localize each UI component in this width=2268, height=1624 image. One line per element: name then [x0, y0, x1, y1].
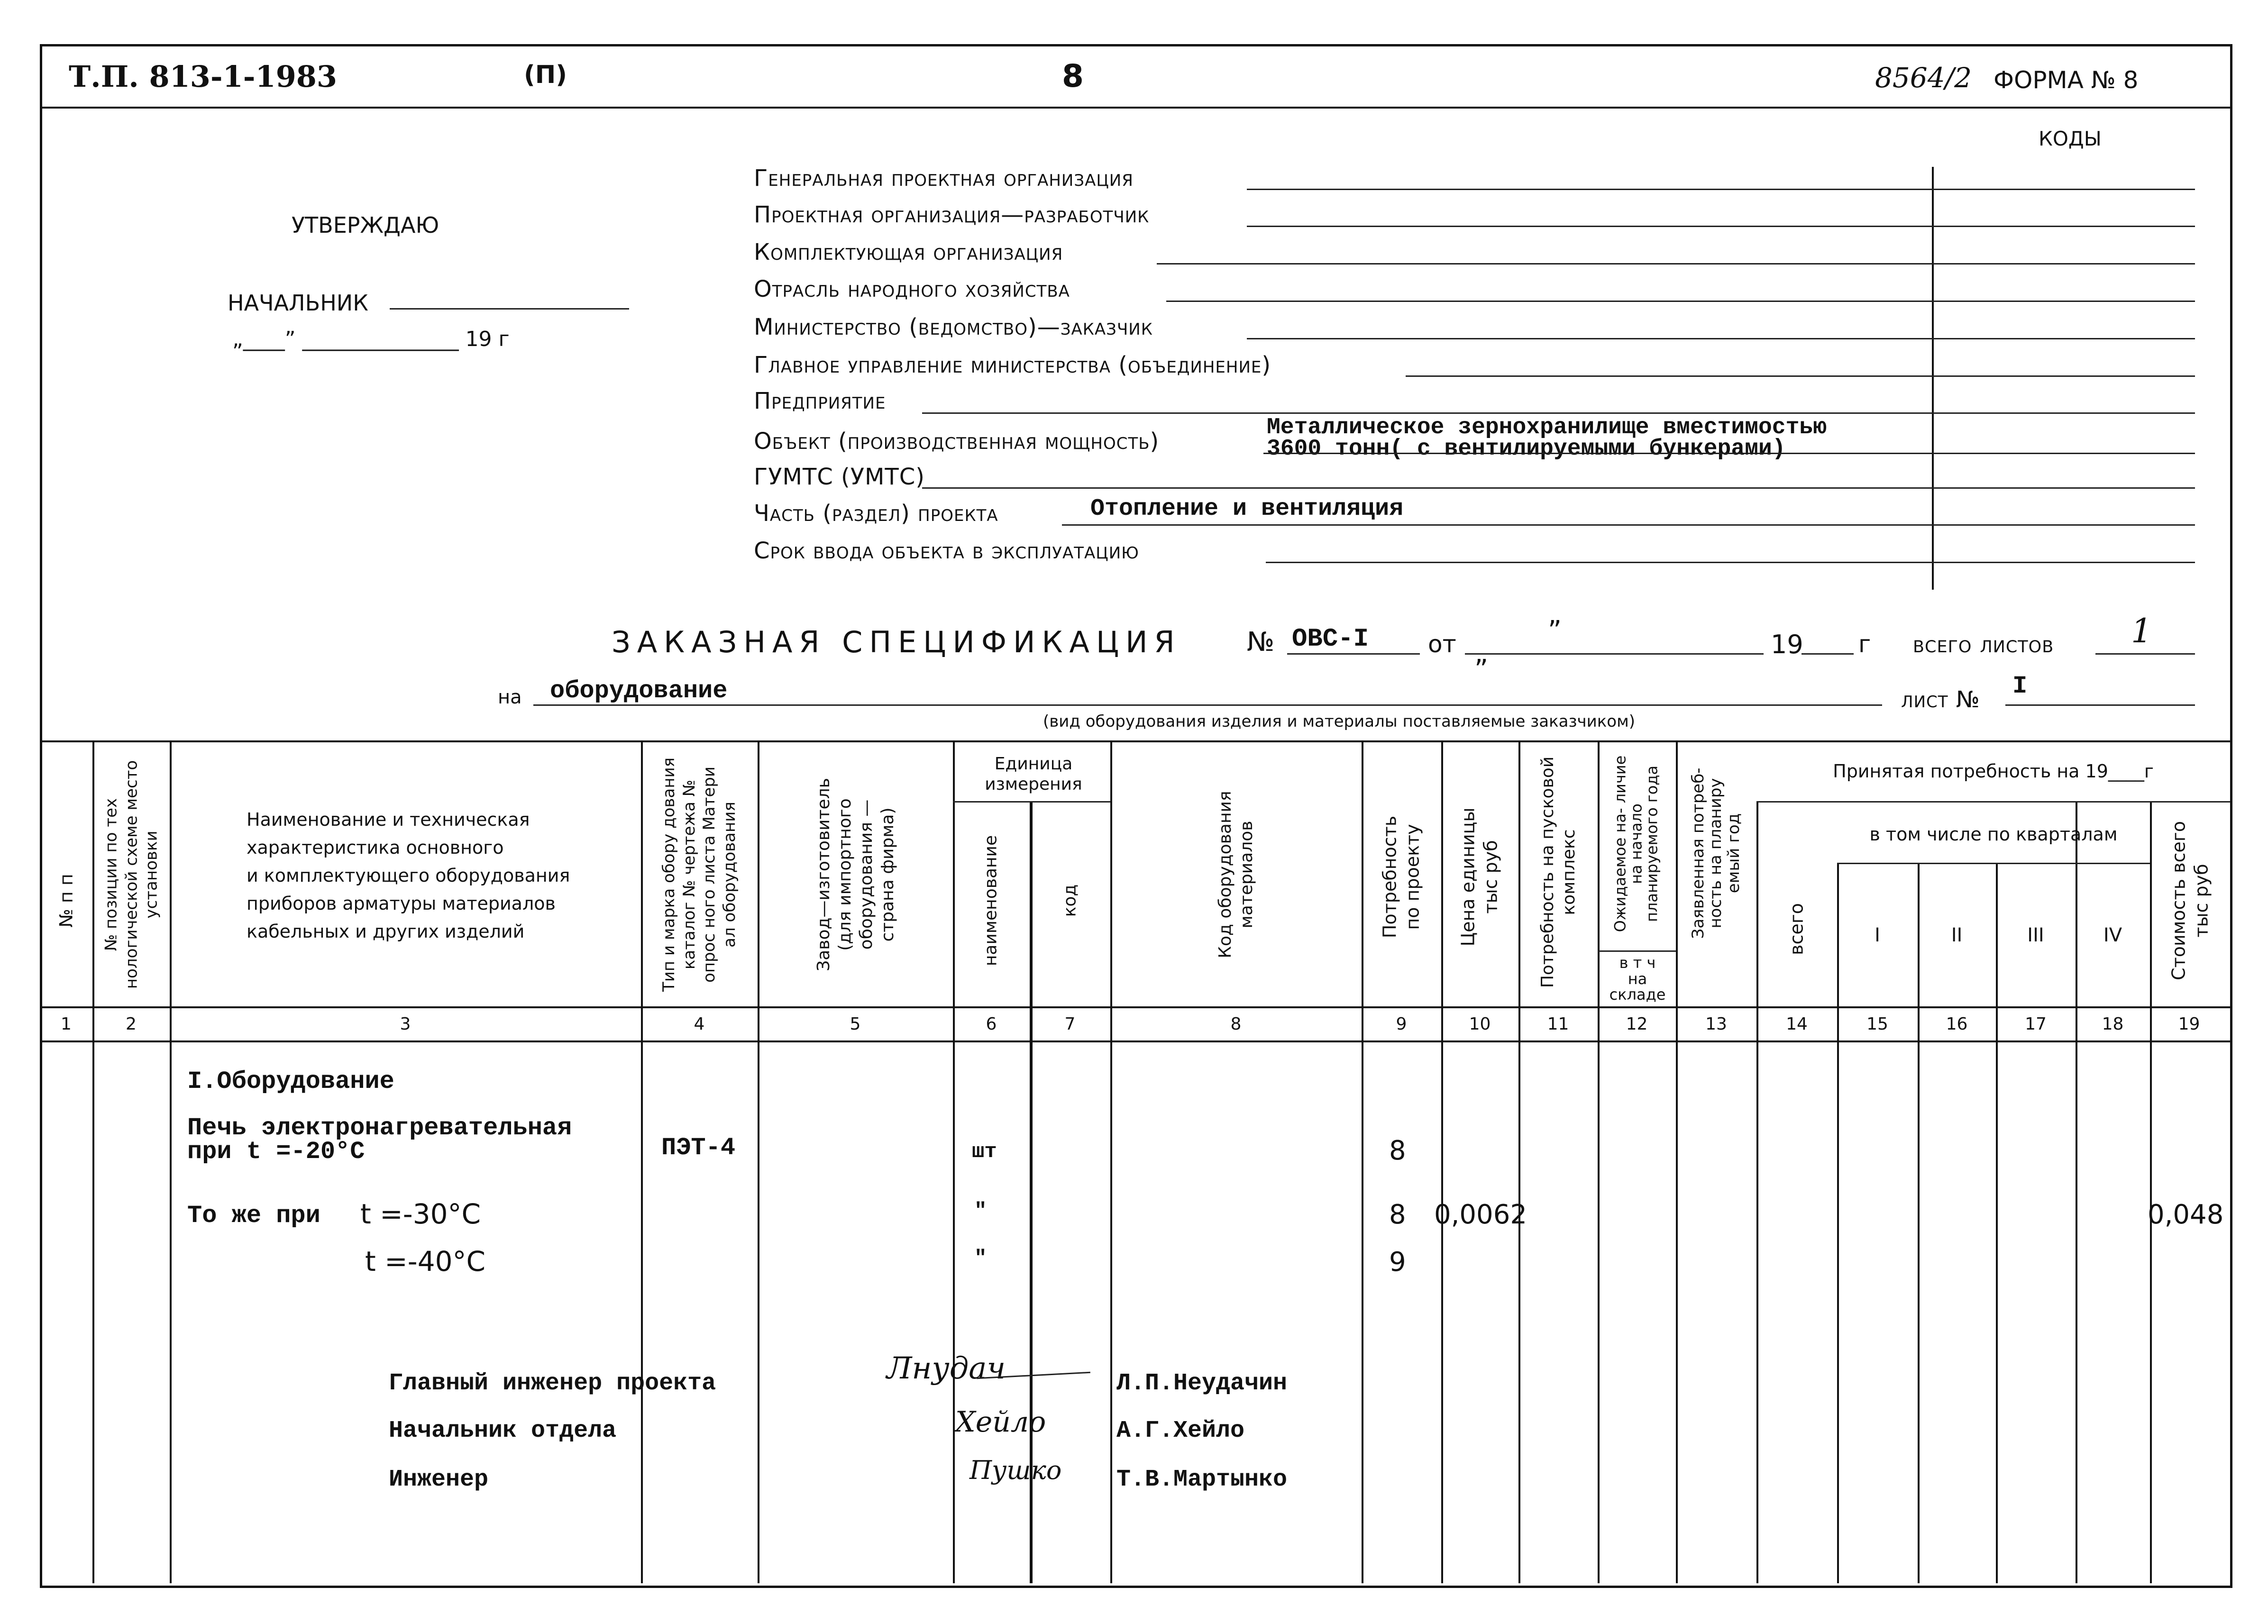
org-gumts-line	[922, 487, 2195, 489]
col2-header: № позиции по тех нологической схеме место установки	[101, 760, 161, 989]
item1-unit: шт	[972, 1140, 997, 1164]
col6-header: наименование	[981, 835, 1001, 967]
org-ministry-line	[1247, 338, 2195, 339]
col17-header: III	[2027, 924, 2044, 946]
org-industry-label: Отрасль народного хозяйства	[754, 276, 1070, 302]
org-main-admin-label: Главное управление министерства (объединение)	[754, 352, 1271, 378]
col15-header: I	[1875, 924, 1880, 946]
col-line-11	[1598, 740, 1600, 1583]
colnum-8: 8	[1230, 1014, 1242, 1034]
colnum-11: 11	[1547, 1014, 1569, 1034]
col6-7-header: Единица измерения	[985, 754, 1082, 794]
quarters-header-divider	[1837, 863, 2150, 864]
col-line-17	[2076, 801, 2077, 1583]
colnum-17: 17	[2025, 1014, 2047, 1034]
col18-header: IV	[2103, 924, 2122, 946]
sig-name-3: Т.В.Мартынко	[1116, 1466, 1288, 1493]
colnum-2: 2	[126, 1014, 137, 1034]
handwritten-number: 8564/2	[1875, 62, 1972, 94]
sig-handwritten-1: Лнудач	[887, 1351, 1006, 1386]
col14-header: всего	[1786, 903, 1807, 955]
spec-on-line	[533, 704, 1882, 706]
col-line-14	[1837, 863, 1839, 1583]
colnum-7: 7	[1064, 1014, 1076, 1034]
colnum-13: 13	[1705, 1014, 1727, 1034]
col9-header: Потребность по проекту	[1379, 815, 1423, 939]
approve-date-line: „____” _______________ 19 г	[232, 327, 510, 351]
item1-name-line2: при t =-20°C	[187, 1138, 365, 1166]
spec-total-label: всего листов	[1913, 630, 2054, 658]
org-developer-line	[1247, 226, 2195, 227]
sig-name-2: А.Г.Хейло	[1116, 1417, 1245, 1444]
colnum-4: 4	[694, 1014, 705, 1034]
col3-header: Наименование и техническая характеристика основного и комплектующего оборудования приборов арматуры материалов кабельных и других изделий	[247, 809, 570, 942]
item1-name-line1: Печь электронагревательная	[187, 1114, 572, 1142]
col-line-15	[1918, 863, 1920, 1583]
org-general-line	[1247, 189, 2195, 190]
item2-qty: 8	[1389, 1199, 1406, 1230]
org-deadline-line	[1266, 562, 2195, 563]
page-number: 8	[1062, 58, 1084, 94]
colnum-12: 12	[1626, 1014, 1648, 1034]
org-part-value: Отопление и вентиляция	[1090, 495, 1404, 522]
item2-cost: 0,048	[2148, 1199, 2224, 1230]
spec-title: ЗАКАЗНАЯ СПЕЦИФИКАЦИЯ	[612, 625, 1181, 659]
col8-header: Код оборудования материалов	[1216, 791, 1256, 958]
spec-on: на	[498, 686, 522, 708]
org-developer-label: Проектная организация—разработчик	[754, 201, 1150, 228]
spec-quote-bottom: ”	[1474, 654, 1489, 685]
spec-sheet-value: I	[2012, 672, 2028, 700]
spec-no-value: ОВС-I	[1292, 625, 1369, 654]
quarters-header: в том числе по кварталам	[1869, 824, 2118, 845]
colnum-10: 10	[1469, 1014, 1491, 1034]
sig-role-2: Начальник отдела	[389, 1417, 617, 1444]
sig-handwritten-2: Хейло	[955, 1405, 1046, 1439]
codes-divider	[1932, 167, 1934, 590]
accepted-header: Принятая потребность на 19____г	[1833, 761, 2154, 782]
col-line-13	[1756, 801, 1758, 1583]
col5-header: Завод—изготовитель (для импортного оборудования —страна фирма)	[814, 778, 897, 971]
spec-total-value: 1	[2131, 611, 2152, 650]
form-number: ФОРМА № 8	[1994, 66, 2139, 94]
chief-label: НАЧАЛЬНИК	[228, 290, 368, 316]
col13-header: Заявленная потреб- ность на планиру емый год	[1688, 767, 1743, 939]
org-part-line	[1062, 524, 2195, 526]
col12-sub-header: в т ч на складе	[1609, 954, 1666, 1004]
col12-header: Ожидаемое на- личие на начало планируемого года	[1611, 755, 1661, 932]
org-industry-line	[1166, 301, 2195, 302]
colnum-15: 15	[1866, 1014, 1888, 1034]
colnum-9: 9	[1396, 1014, 1407, 1034]
col16-header: II	[1951, 924, 1963, 946]
item3-qty: 9	[1389, 1247, 1406, 1277]
org-deadline-label: Срок ввода объекта в эксплуатацию	[754, 538, 1139, 564]
org-object-label: Объект (производственная мощность)	[754, 428, 1160, 455]
col11-header: Потребность на пусковой комплекс	[1538, 756, 1579, 988]
item3-temp: t =-40°C	[365, 1245, 486, 1277]
item2-unit: "	[974, 1199, 987, 1223]
colnum-1: 1	[61, 1014, 72, 1034]
spec-sheet-line	[2005, 704, 2195, 706]
colnum-6: 6	[986, 1014, 997, 1034]
header-divider	[40, 107, 2230, 109]
item1-qty: 8	[1389, 1135, 1406, 1166]
spec-year-line	[1802, 653, 1854, 655]
org-supplier-label: Комплектующая организация	[754, 239, 1063, 265]
col-line-3	[641, 740, 643, 1583]
col7-header: код	[1060, 884, 1080, 917]
sig-role-1: Главный инженер проекта	[389, 1370, 716, 1397]
org-enterprise-label: Предприятие	[754, 388, 886, 414]
col10-header: Цена единицы тыс руб	[1457, 807, 1501, 947]
org-ministry-label: Министерство (ведомство)—заказчик	[754, 314, 1153, 340]
colnum-16: 16	[1946, 1014, 1968, 1034]
org-gumts-label: ГУМТС (УМТС)	[754, 464, 925, 490]
tp-number: Т.П. 813-1-1983	[69, 59, 338, 94]
col1-header: № п п	[55, 874, 77, 928]
col-line-10	[1518, 740, 1520, 1583]
sig-role-3: Инженер	[389, 1466, 489, 1493]
col-line-8	[1362, 740, 1363, 1583]
org-object-line	[1263, 453, 2195, 454]
org-general-label: Генеральная проектная организация	[754, 165, 1134, 192]
spec-total-line	[2095, 653, 2195, 655]
col-line-18	[2150, 801, 2152, 1583]
sig-name-1: Л.П.Неудачин	[1116, 1370, 1288, 1397]
item1-type: ПЭТ-4	[661, 1134, 736, 1162]
unit-header-divider	[953, 801, 1110, 803]
spec-year: 19	[1771, 630, 1803, 659]
colnum-14: 14	[1786, 1014, 1808, 1034]
item3-unit: "	[974, 1247, 987, 1270]
col-line-12	[1676, 740, 1678, 1583]
spec-quote-top: ”	[1548, 615, 1562, 646]
col-line-16	[1996, 863, 1998, 1583]
col-line-1	[92, 740, 94, 1583]
colnum-3: 3	[400, 1014, 411, 1034]
col4-header: Тип и марка обору дования каталог № чертежа № опрос ного листа Матери ал оборудования	[659, 757, 739, 992]
table-header-bottom	[40, 1006, 2230, 1008]
colnum-18: 18	[2102, 1014, 2124, 1034]
spec-date-line	[1465, 653, 1764, 655]
spec-note: (вид оборудования изделия и материалы поставляемые заказчиком)	[1043, 712, 1635, 731]
col-line-5	[953, 740, 955, 1583]
col-line-7	[1110, 740, 1112, 1583]
spec-sheet-label: лист №	[1901, 686, 1980, 713]
table-top	[40, 740, 2230, 742]
sig-handwritten-3: Пушко	[969, 1455, 1062, 1485]
item2-temp: t =-30°C	[360, 1198, 481, 1230]
table-numbers-bottom	[40, 1040, 2230, 1042]
roman-marker: (П)	[524, 61, 567, 89]
spec-g: г	[1858, 630, 1871, 658]
stock-header-divider	[1598, 950, 1676, 952]
org-object-value-2: 3600 тонн( с вентилируемыми бункерами)	[1267, 436, 1786, 462]
col-line-4	[758, 740, 759, 1583]
org-supplier-line	[1157, 263, 2195, 265]
chief-line	[390, 308, 629, 310]
org-part-label: Часть (раздел) проекта	[754, 500, 998, 527]
spec-from: от	[1428, 630, 1456, 658]
codes-label: КОДЫ	[2039, 127, 2102, 150]
org-object-value-1: Металлическое зернохранилище вместимостью	[1267, 415, 1827, 440]
org-main-admin-line	[1406, 375, 2195, 377]
col-line-9	[1441, 740, 1443, 1583]
col19-header: Стоимость всего тыс руб	[2168, 821, 2212, 980]
spec-no-line	[1287, 653, 1420, 655]
section-heading: I.Оборудование	[187, 1067, 394, 1095]
item2-name: То же при	[187, 1202, 320, 1230]
colnum-5: 5	[850, 1014, 861, 1034]
accepted-header-divider	[1756, 801, 2230, 803]
colnum-19: 19	[2178, 1014, 2200, 1034]
spec-no-label: №	[1247, 627, 1275, 657]
item2-price: 0,0062	[1434, 1199, 1527, 1230]
org-enterprise-line	[922, 412, 2195, 414]
spec-on-value: оборудование	[550, 677, 728, 705]
col-line-2	[170, 740, 172, 1583]
approve-title: УТВЕРЖДАЮ	[292, 212, 439, 238]
